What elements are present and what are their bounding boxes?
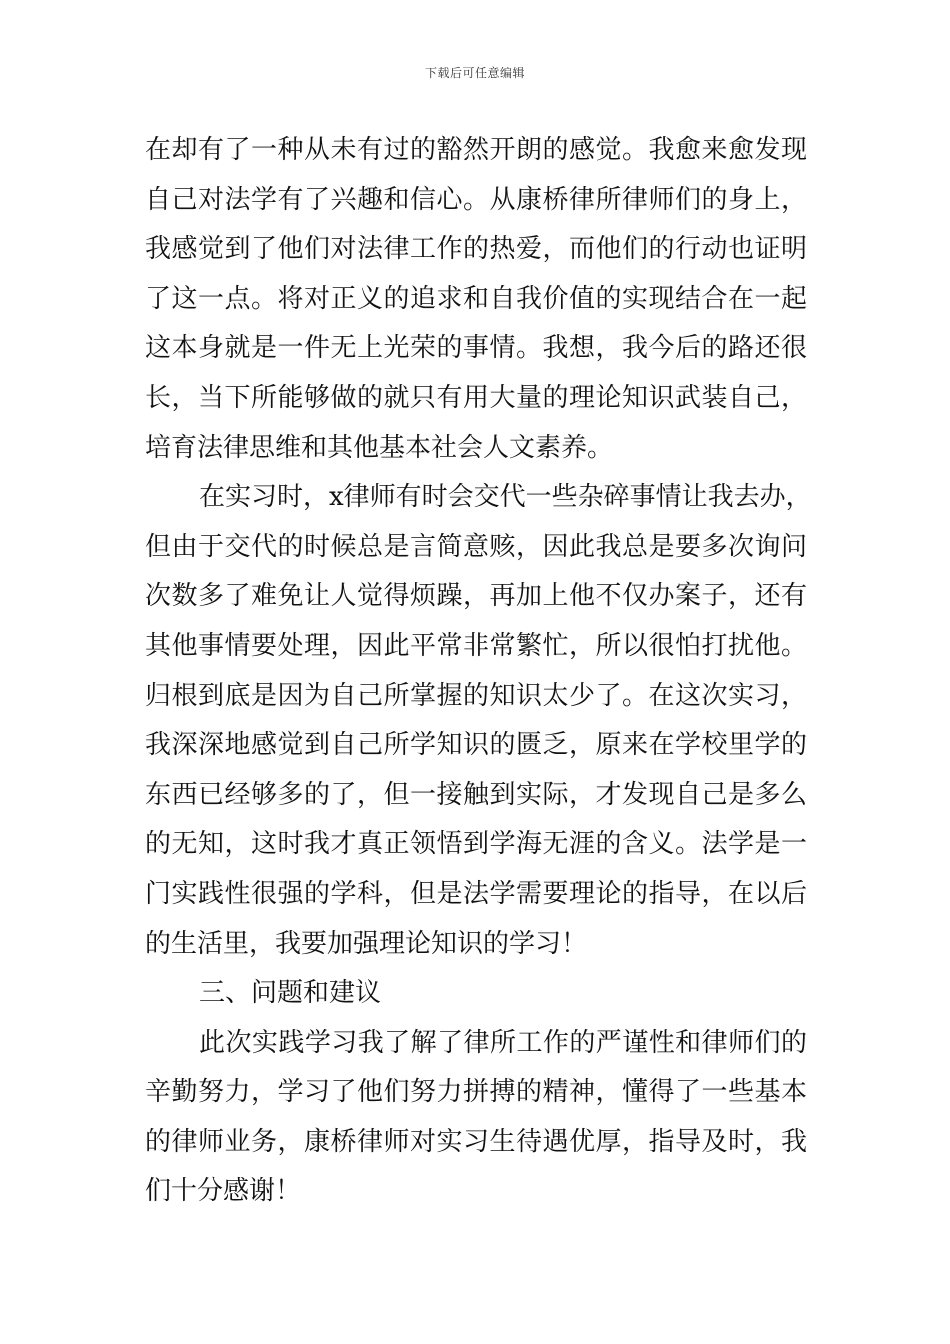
text-line: 三、问题和建议 (199, 978, 382, 1009)
document-body (145, 126, 812, 1217)
text-line: 这本身就是一件无上光荣的事情。我想，我今后的路还很 (145, 333, 807, 364)
text-line: 自己对法学有了兴趣和信心。从康桥律所律师们的身上， (145, 184, 807, 215)
text-line: 我深深地感觉到自己所学知识的匮乏，原来在学校里学的 (145, 730, 807, 761)
text-line: 辛勤努力，学习了他们努力拼搏的精神，懂得了一些基本 (145, 1077, 807, 1108)
section-heading (145, 969, 807, 1019)
text-line: 我感觉到了他们对法律工作的热爱，而他们的行动也证明 (145, 234, 807, 265)
paragraph (145, 473, 812, 969)
text-line: 长，当下所能够做的就只有用大量的理论知识武装自己， (145, 382, 807, 413)
text-line: 了这一点。将对正义的追求和自我价值的实现结合在一起 (145, 283, 807, 314)
text-line: 其他事情要处理，因此平常非常繁忙，所以很怕打扰他。 (145, 630, 807, 661)
text-line: 的无知，这时我才真正领悟到学海无涯的含义。法学是一 (145, 829, 807, 860)
paragraph (145, 1019, 807, 1217)
text-line: 东西已经够多的了，但一接触到实际，才发现自己是多么 (145, 779, 807, 810)
page-header: 下载后可任意编辑 (424, 66, 525, 80)
text-line: 此次实践学习我了解了律所工作的严谨性和律师们的 (199, 1027, 807, 1058)
text-line: 门实践性很强的学科，但是法学需要理论的指导，在以后 (145, 878, 807, 909)
text-line: 在实习时，x律师有时会交代一些杂碎事情让我去办， (199, 482, 812, 513)
text-line: 归根到底是因为自己所掌握的知识太少了。在这次实习， (145, 680, 807, 711)
text-line: 培育法律思维和其他基本社会人文素养。 (145, 432, 614, 463)
paragraph (145, 126, 807, 473)
text-line: 在却有了一种从未有过的豁然开朗的感觉。我愈来愈发现 (145, 135, 807, 165)
text-line: 的律师业务，康桥律师对实习生待遇优厚，指导及时，我 (145, 1126, 807, 1157)
text-line: 次数多了难免让人觉得烦躁，再加上他不仅办案子，还有 (145, 581, 807, 612)
text-line: 但由于交代的时候总是言简意赅，因此我总是要多次询问 (145, 531, 807, 562)
text-line: 的生活里，我要加强理论知识的学习！ (145, 928, 588, 959)
text-line: 们十分感谢！ (145, 1176, 302, 1207)
